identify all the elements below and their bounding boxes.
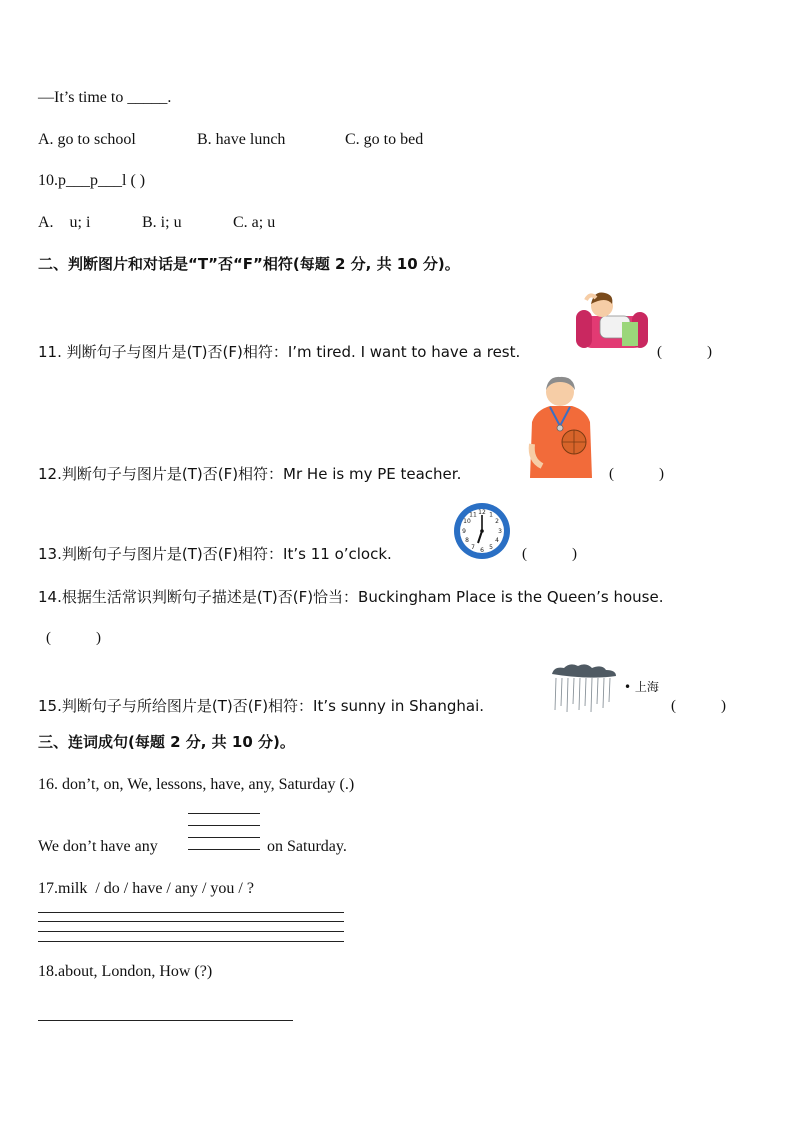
svg-text:11: 11 <box>469 511 477 519</box>
svg-text:1: 1 <box>489 511 493 519</box>
q11-answer-paren: ( ) <box>657 344 712 360</box>
q15-text: 15.判断句子与所给图片是(T)否(F)相符：It’s sunny in Shanghai. <box>38 697 485 715</box>
q10-option-a: A. u; i <box>38 214 91 231</box>
q13-answer-paren: ( ) <box>522 546 577 562</box>
clock-picture <box>452 501 512 561</box>
q16-answer-line-1[interactable] <box>188 813 260 814</box>
q12-answer-paren: ( ) <box>609 466 664 482</box>
q17-answer-line-1[interactable] <box>38 912 344 913</box>
q10-prompt: 10.p___p___l ( ) <box>38 172 146 189</box>
q10-option-b: B. i; u <box>142 214 182 231</box>
svg-text:2: 2 <box>495 518 499 525</box>
svg-text:12: 12 <box>478 509 486 516</box>
q16-answer-line-2[interactable] <box>188 825 260 826</box>
q16-words: 16. don’t, on, We, lessons, have, any, Saturday (.) <box>38 776 355 793</box>
rain-cloud-icon <box>548 660 622 714</box>
resting-on-sofa-picture <box>572 286 652 356</box>
q13-text: 13.判断句子与图片是(T)否(F)相符：It’s 11 o’clock. <box>38 545 392 563</box>
q9-prompt: —It’s time to _____. <box>38 89 172 106</box>
q16-answer-start: We don’t have any <box>38 838 158 855</box>
svg-text:3: 3 <box>498 528 502 535</box>
q9-option-a: A. go to school <box>38 131 136 148</box>
q10-option-c: C. a; u <box>233 214 276 231</box>
svg-text:6: 6 <box>480 547 484 554</box>
section3-title: 三、连词成句(每题 2 分, 共 10 分)。 <box>38 733 295 751</box>
q9-option-b: B. have lunch <box>197 131 286 148</box>
q11-text: 11. 判断句子与图片是(T)否(F)相符：I’m tired. I want to have a rest. <box>38 343 521 361</box>
q17-answer-line-4[interactable] <box>38 941 344 942</box>
section2-title: 二、判断图片和对话是“T”否“F”相符(每题 2 分, 共 10 分)。 <box>38 255 460 273</box>
q18-words: 18.about, London, How (?) <box>38 963 213 980</box>
q17-answer-line-2[interactable] <box>38 921 344 922</box>
q14-text: 14.根据生活常识判断句子描述是(T)否(F)恰当：Buckingham Place is the Queen’s house. <box>38 588 664 606</box>
q12-text: 12.判断句子与图片是(T)否(F)相符：Mr He is my PE teacher. <box>38 465 462 483</box>
q16-answer-line-3[interactable] <box>188 837 260 838</box>
svg-text:10: 10 <box>463 518 471 525</box>
q15-answer-paren: ( ) <box>671 698 726 714</box>
svg-text:4: 4 <box>495 537 499 544</box>
q17-words: 17.milk / do / have / any / you / ? <box>38 880 254 897</box>
q16-answer-end: on Saturday. <box>267 838 347 855</box>
q16-answer-line-4[interactable] <box>188 849 260 850</box>
q9-option-c: C. go to bed <box>345 131 424 148</box>
svg-text:7: 7 <box>471 544 475 551</box>
svg-text:8: 8 <box>465 537 469 544</box>
q17-answer-line-3[interactable] <box>38 931 344 932</box>
svg-text:9: 9 <box>462 528 466 535</box>
q14-answer-paren: ( ) <box>46 630 101 646</box>
pe-teacher-picture <box>522 374 600 480</box>
q15-map-label: • 上海 <box>624 680 659 694</box>
svg-text:5: 5 <box>489 544 493 551</box>
q18-answer-line[interactable] <box>38 1020 293 1021</box>
